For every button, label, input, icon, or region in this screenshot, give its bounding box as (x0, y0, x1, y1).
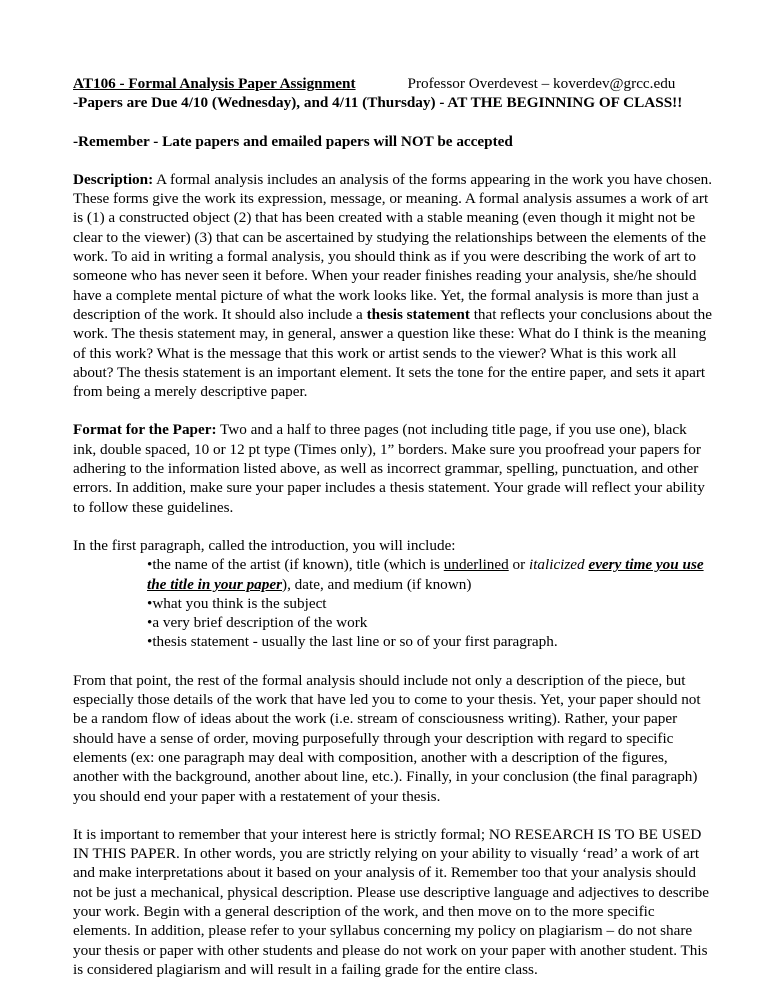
course-title: AT106 - Formal Analysis Paper Assignment (73, 75, 356, 92)
document-content (73, 74, 713, 979)
intro-bullet-list (73, 555, 713, 651)
description-paragraph (73, 170, 713, 402)
format-label: Format for the Paper: (73, 421, 217, 439)
bullet-artist-title: •the name of the artist (if known), title (which is underlined or italicized every time you use the title in your paper), date, and medium (if known) (147, 556, 704, 593)
description-text-2: that reflects your conclusions about the work. The thesis statement may, in general, answer a question like these: What do I think is the meaning of this work? What is the message that this work or artist sends to the viewer? What is this work all about? The thesis statement is an important element. It sets the tone for the entire paper, and sets it apart from being a merely descriptive paper. (73, 305, 712, 401)
description-label: Description: (73, 170, 154, 188)
professor-contact: Professor Overdevest – koverdev@grcc.edu (407, 75, 676, 92)
late-policy-reminder (73, 132, 713, 151)
reminder-text: -Remember - Late papers and emailed papers will NOT be accepted (73, 132, 513, 150)
due-date-text: -Papers are Due 4/10 (Wednesday), and 4/11 (Thursday) - AT THE BEGINNING OF CLASS!! (73, 94, 683, 112)
research-policy-paragraph: It is important to remember that your interest here is strictly formal; NO RESEARCH IS TO BE USED IN THIS PAPER. In other words, you are strictly relying on your ability to visually ‘read’ a work of art and make interpretations about it based on your analysis of it. Remember too that your analysis should not be just a mechanical, physical description. Please use descriptive language and adjectives to describe your work. Begin with a general description of the work, and then move on to the more specific elements. In addition, please refer to your syllabus concerning my policy on plagiarism – do not share your thesis or paper with other students and please do not work on your paper with another student. This is considered plagiarism and will result in a failing grade for the entire class. (73, 825, 709, 978)
header-line (73, 74, 713, 93)
thesis-statement-term: thesis statement (366, 305, 470, 323)
bullet-description: •a very brief description of the work (147, 614, 368, 632)
intro-lead: In the first paragraph, called the introduction, you will include: (73, 536, 456, 554)
bullet-subject: •what you think is the subject (147, 594, 327, 612)
format-paragraph (73, 420, 713, 516)
bullet-thesis: •thesis statement - usually the last line or so of your first paragraph. (147, 633, 558, 651)
format-text: Two and a half to three pages (not including title page, if you use one), black ink, double spaced, 10 or 12 pt type (Times only), 1” borders. Make sure you proofread your papers for adhering to the information listed above, as well as incorrect grammar, spelling, punctuation, and other errors. In addition, make sure your paper includes a thesis statement. Your grade will reflect your ability to follow these guidelines. (73, 421, 705, 516)
due-date-line (73, 93, 713, 112)
description-text-1: A formal analysis includes an analysis of the forms appearing in the work you have chosen. These forms give the work its expression, message, or meaning. A formal analysis assumes a work of art is (1) a constructed object (2) that has been created with a stable meaning (even though it might not be clear to the viewer) (3) that can be ascertained by studying the relationships between the elements of the work. To aid in writing a formal analysis, you should think as if you were describing the work of art to someone who has never seen it before. When your reader finishes reading your analysis, she/he should have a complete mental picture of what the work looks like. Yet, the formal analysis is more than just a description of the work. It should also include a (73, 170, 712, 323)
body-structure-paragraph: From that point, the rest of the formal analysis should include not only a description of the piece, but especially those details of the work that have led you to come to your thesis. Yet, your paper should not be a random flow of ideas about the work (i.e. stream of consciousness writing). Rather, your paper should have a sense of order, moving purposefully through your description with regard to specific elements (ex: one paragraph may deal with composition, another with a description of the figures, another with the background, another about line, etc.). Finally, in your conclusion (the final paragraph) you should end your paper with a restatement of your thesis. (73, 671, 701, 805)
